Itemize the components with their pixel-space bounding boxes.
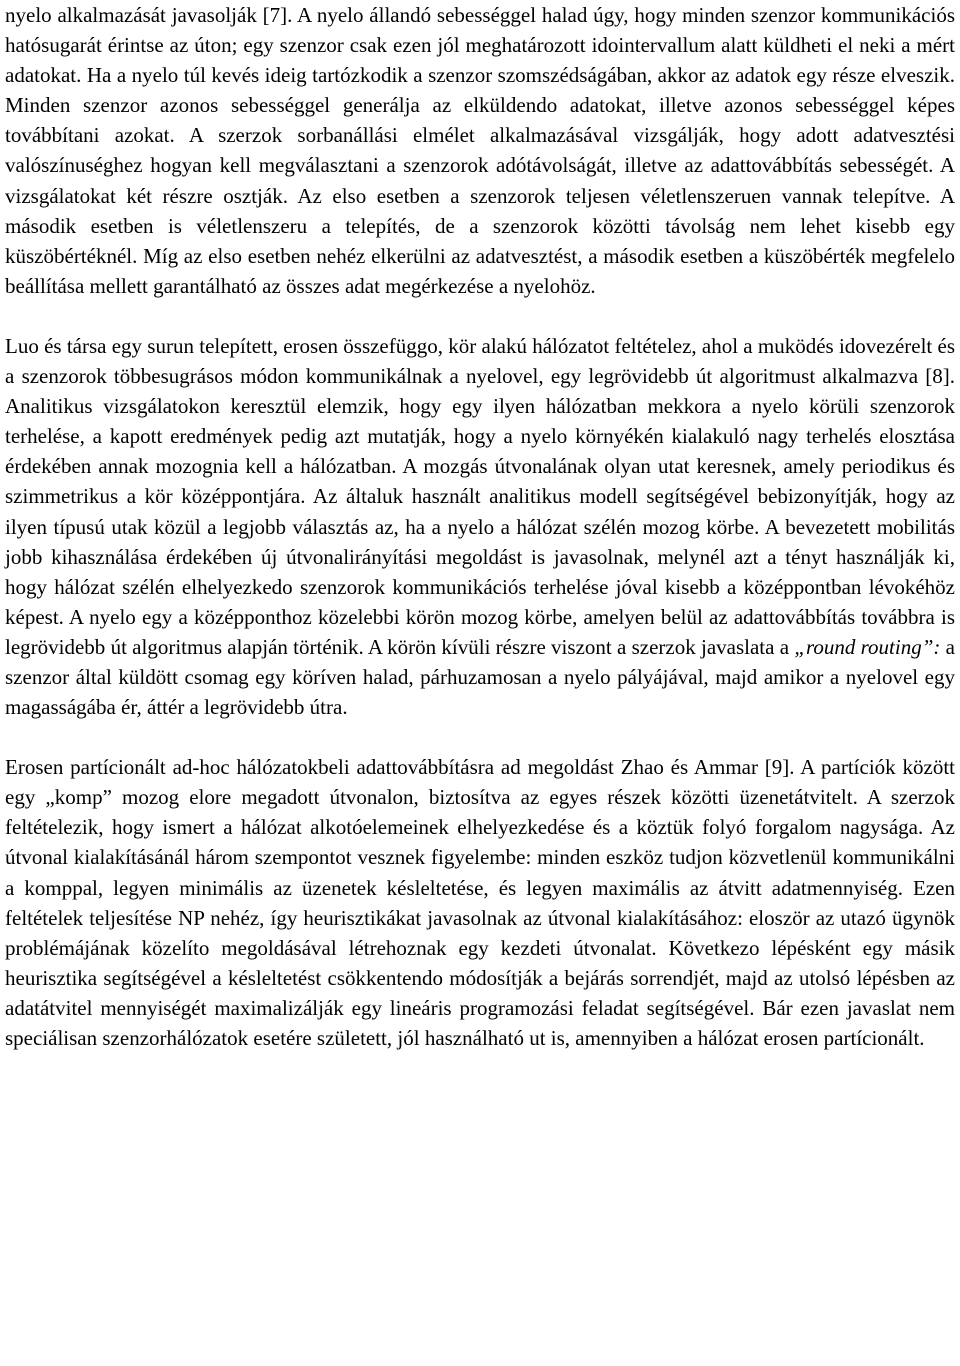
paragraph-zhao-ammar-ferry: Erosen partícionált ad-hoc hálózatokbeli adattovábbításra ad megoldást Zhao és Ammar [9]. A partíciók között egy „komp” mozog elore megadott útvonalon, biztosítva az egyes részek közötti üzenetátvitelt. A szerzok feltételezik, hogy ismert a hálózat alkotóelemeinek elhelyezkedése és a köztük folyó forgalom nagysága. Az útvonal kialakításánál három szempontot vesznek figyelembe: minden eszköz tudjon közvetlenül kommunikálni a komppal, legyen minimális az üzenetek késleltetése, és legyen maximális az átvitt adatmennyiség. Ezen feltételek teljesítése NP nehéz, így heurisztikákat javasolnak az útvonal kialakításához: eloször az utazó ügynök problémájának közelíto megoldásával létrehoznak egy kezdeti útvonalat. Következo lépésként egy másik heurisztika segítségével a késleltetést csökkentendo módosítják a bejárás sorrendjét, majd az utolsó lépésben az adatátvitel mennyiségét maximalizálják egy lineáris programozási feladat segítségével. Bár ezen javaslat nem speciálisan szenzorhálózatok esetére született, jól használható ut is, amennyiben a hálózat erosen partícionált. (5, 755, 955, 1050)
paragraph-spacer (5, 722, 955, 752)
paragraph-sink-mobility-queueing: nyelo alkalmazását javasolják [7]. A nyelo állandó sebességgel halad úgy, hogy minden szenzor kommunikációs hatósugarát érintse az úton; egy szenzor csak ezen jól meghatározott idointervallum alatt küldheti el neki a mért adatokat. Ha a nyelo túl kevés ideig tartózkodik a szenzor szomszédságában, akkor az adatok egy része elveszik. Minden szenzor azonos sebességgel generálja az elküldendo adatokat, illetve azonos sebességgel képes továbbítani azokat. A szerzok sorbanállási elmélet alkalmazásával vizsgálják, hogy adott adatvesztési valószínuséghez hogyan kell megválasztani a szenzorok adótávolságát, illetve az adattovábbítás sebességét. A vizsgálatokat két részre osztják. Az elso esetben a szenzorok teljesen véletlenszeruen vannak telepítve. A második esetben is véletlenszeru a telepítés, de a szenzorok közötti távolság nem lehet kisebb egy küszöbértéknél. Míg az elso esetben nehéz elkerülni az adatvesztést, a második esetben a küszöbérték megfelelo beállítása mellett garantálható az összes adat megérkezése a nyelohöz. (5, 3, 955, 298)
paragraph-spacer (5, 301, 955, 331)
document-page (5, 0, 955, 1053)
paragraph-luo-text-before: Luo és társa egy surun telepített, erosen összefüggo, kör alakú hálózatot feltételez, ahol a muködés idovezérelt és a szenzorok többesugrásos módon kommunikálnak a nyelovel, egy legrövidebb út algoritmust alkalmazva [8]. Analitikus vizsgálatokon keresztül elemzik, hogy egy ilyen hálózatban mekkora a nyelo körüli szenzorok terhelése, a kapott eredmények pedig azt mutatják, hogy a nyelo környékén kialakuló nagy terhelés elosztása érdekében annak mozognia kell a hálózatban. A mozgás útvonalának olyan utat keresnek, amely periodikus és szimmetrikus a kör középpontjára. Az általuk használt analitikus modell segítségével bebizonyítják, hogy az ilyen típusú utak közül a legjobb választás az, ha a nyelo a hálózat szélén mozog körbe. A bevezetett mobilitás jobb kihasználása érdekében új útvonalirányítási megoldást is javasolnak, melynél azt a tényt használják ki, hogy hálózat szélén elhelyezkedo szenzorok kommunikációs terhelése jóval kisebb a középpontban lévokéhöz képest. A nyelo egy a középponthoz közelebbi körön mozog körbe, amelyen belül az adattovábbítás továbbra is legrövidebb út algoritmus alapján történik. A körön kívüli részre viszont a szerzok javaslata a (5, 333, 955, 659)
paragraph-luo-circular-network (5, 331, 955, 722)
paragraph-luo-text-after: a szenzor által küldött csomag egy köríven halad, párhuzamosan a nyelo pályájával, majd amikor a nyelovel egy magasságába ér, áttér a legrövidebb útra. (5, 634, 955, 720)
round-routing-term: „round routing”: (794, 634, 941, 659)
